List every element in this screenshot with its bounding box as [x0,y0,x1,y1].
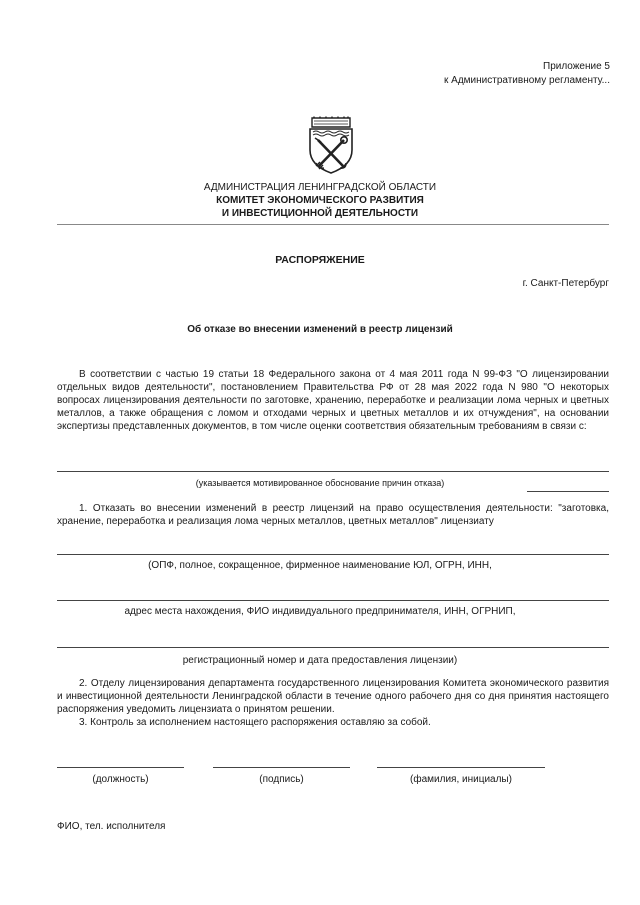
preamble-text: В соответствии с частью 19 статьи 18 Федерального закона от 4 мая 2011 года N 99-ФЗ "О лицензировании отдельных видов деятельности", постановлением Правительства РФ от 28 мая 2022 года N 980 "О некоторых вопросах лицензирования деятельности по заготовке, хранению, переработке и реализации лома черных и цветных металлов, а также обращения с ломом и отходами черных и цветных металлов и их отчуждения", на основании экспертизы представленных документов, в том числе оценки соответствия обязательным требованиям в связи с: [57,369,609,432]
name-caption: (фамилия, инициалы) [410,774,512,785]
item-2-paragraph [57,677,609,716]
reason-line [57,471,609,472]
document-subject: Об отказе во внесении изменений в реестр лицензий [187,324,453,335]
signature-line [213,767,350,768]
item-2-text: 2. Отделу лицензирования департамента государственного лицензирования Комитета экономического развития и инвестиционной деятельности Ленинградской области в течение одного рабочего дня со дня принятия настоящего распоряжения уведомить лицензиата о принятом решении. [57,678,609,715]
executor-contact: ФИО, тел. исполнителя [57,821,166,832]
item-1-paragraph [57,502,609,528]
appendix-line-1: Приложение 5 [543,61,610,72]
licensee-org-caption: (ОПФ, полное, сокращенное, фирменное наименование ЮЛ, ОГРН, ИНН, [148,560,492,571]
licensee-line-1 [57,554,609,555]
org-line-1: АДМИНИСТРАЦИЯ ЛЕНИНГРАДСКОЙ ОБЛАСТИ [203,182,437,193]
reason-caption: (указывается мотивированное обоснование причин отказа) [195,478,445,488]
document-type: РАСПОРЯЖЕНИЕ [275,254,365,266]
licensee-address-caption: адрес места нахождения, ФИО индивидуального предпринимателя, ИНН, ОГРНИП, [124,606,516,617]
appendix-line-2: к Административному регламенту... [444,75,610,86]
reason-line-end [527,491,609,492]
licensee-line-2 [57,600,609,601]
org-line-3: И ИНВЕСТИЦИОННОЙ ДЕЯТЕЛЬНОСТИ [221,208,419,219]
licensee-line-3 [57,647,609,648]
position-signature-line [57,767,184,768]
item-3-paragraph [57,716,609,729]
item-3-text: 3. Контроль за исполнением настоящего распоряжения оставляю за собой. [79,717,431,728]
header-divider [57,224,609,225]
license-number-caption: регистрационный номер и дата предоставления лицензии) [182,655,458,666]
position-caption: (должность) [92,774,149,785]
appendix-note [444,60,610,88]
preamble-paragraph [57,368,609,433]
item-1-text: 1. Отказать во внесении изменений в реестр лицензий на право осуществления деятельности: "заготовка, хранение, переработка и реализация лома черных металлов, цветных металлов" лицензиату [57,503,609,527]
org-line-2: КОМИТЕТ ЭКОНОМИЧЕСКОГО РАЗВИТИЯ [216,195,424,206]
name-signature-line [377,767,545,768]
document-city: г. Санкт-Петербург [522,278,609,289]
signature-caption: (подпись) [259,774,304,785]
coat-of-arms-icon [306,116,356,174]
